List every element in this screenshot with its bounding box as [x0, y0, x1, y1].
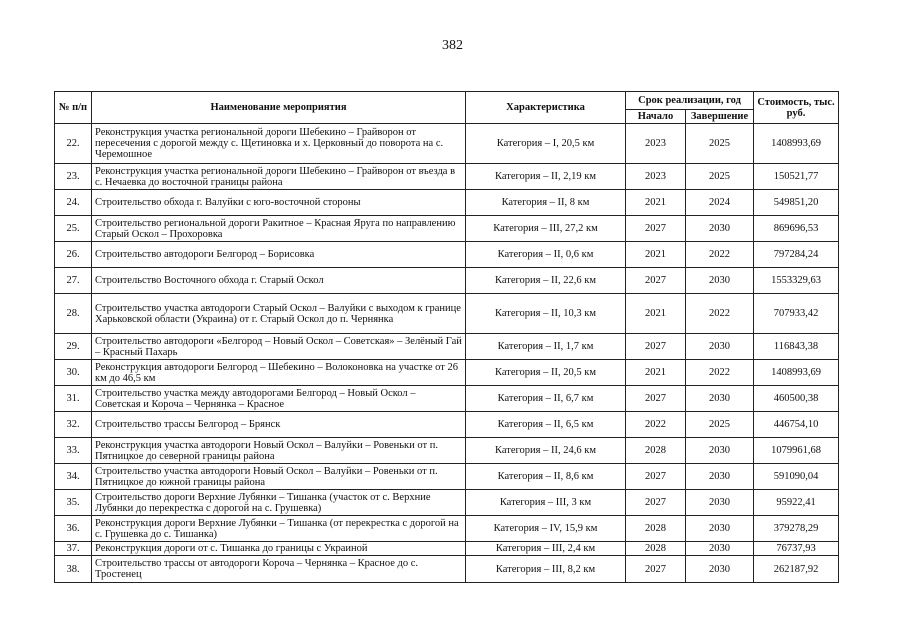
end-year: 2030	[686, 386, 754, 412]
project-name: Строительство дороги Верхние Лубянки – Тишанка (участок от с. Верхние Лубянки до перекрестка с дорогой на с. Грушевка)	[92, 490, 466, 516]
project-cost: 707933,42	[754, 294, 839, 334]
end-year: 2030	[686, 268, 754, 294]
header-cost: Стоимость, тыс. руб.	[754, 92, 839, 124]
row-number: 25.	[55, 216, 92, 242]
project-name: Строительство автодороги «Белгород – Новый Оскол – Советская» – Зелёный Гай – Красный Пахарь	[92, 334, 466, 360]
page-number: 382	[442, 38, 463, 53]
project-characteristic: Категория – II, 2,19 км	[466, 164, 626, 190]
table-row	[55, 556, 839, 583]
row-number: 31.	[55, 386, 92, 412]
project-cost: 591090,04	[754, 464, 839, 490]
table-row	[55, 190, 839, 216]
project-name: Строительство трассы от автодороги Короча – Чернянка – Красное до с. Тростенец	[92, 556, 466, 583]
end-year: 2030	[686, 464, 754, 490]
project-cost: 869696,53	[754, 216, 839, 242]
row-number: 29.	[55, 334, 92, 360]
project-characteristic: Категория – II, 24,6 км	[466, 438, 626, 464]
project-name: Строительство региональной дороги Ракитное – Красная Яруга по направлению Старый Оскол – Прохоровка	[92, 216, 466, 242]
project-name: Строительство участка между автодорогами Белгород – Новый Оскол – Советская и Короча – Чернянка – Красное	[92, 386, 466, 412]
row-number: 33.	[55, 438, 92, 464]
row-number: 35.	[55, 490, 92, 516]
start-year: 2021	[626, 242, 686, 268]
table-row	[55, 464, 839, 490]
header-start: Начало	[626, 110, 686, 124]
project-characteristic: Категория – I, 20,5 км	[466, 124, 626, 164]
project-cost: 262187,92	[754, 556, 839, 583]
start-year: 2023	[626, 164, 686, 190]
end-year: 2022	[686, 242, 754, 268]
project-name: Строительство участка автодороги Старый Оскол – Валуйки с выходом к границе Харьковской области (Украина) от г. Старый Оскол до п. Чернянка	[92, 294, 466, 334]
start-year: 2027	[626, 386, 686, 412]
start-year: 2021	[626, 294, 686, 334]
header-name: Наименование мероприятия	[92, 92, 466, 124]
start-year: 2021	[626, 190, 686, 216]
table-row	[55, 242, 839, 268]
start-year: 2027	[626, 334, 686, 360]
row-number: 32.	[55, 412, 92, 438]
start-year: 2027	[626, 490, 686, 516]
end-year: 2030	[686, 490, 754, 516]
start-year: 2021	[626, 360, 686, 386]
project-name: Строительство Восточного обхода г. Старый Оскол	[92, 268, 466, 294]
project-characteristic: Категория – III, 8,2 км	[466, 556, 626, 583]
project-cost: 1408993,69	[754, 360, 839, 386]
table-row	[55, 542, 839, 556]
project-cost: 1553329,63	[754, 268, 839, 294]
row-number: 24.	[55, 190, 92, 216]
project-cost: 150521,77	[754, 164, 839, 190]
project-characteristic: Категория – II, 0,6 км	[466, 242, 626, 268]
end-year: 2030	[686, 334, 754, 360]
project-name: Строительство трассы Белгород – Брянск	[92, 412, 466, 438]
project-characteristic: Категория – II, 8,6 км	[466, 464, 626, 490]
table-row	[55, 164, 839, 190]
table-row	[55, 124, 839, 164]
table-row	[55, 490, 839, 516]
project-characteristic: Категория – II, 6,5 км	[466, 412, 626, 438]
start-year: 2028	[626, 516, 686, 542]
project-characteristic: Категория – IV, 15,9 км	[466, 516, 626, 542]
project-cost: 379278,29	[754, 516, 839, 542]
header-end: Завершение	[686, 110, 754, 124]
end-year: 2025	[686, 412, 754, 438]
end-year: 2024	[686, 190, 754, 216]
table-row	[55, 438, 839, 464]
project-characteristic: Категория – II, 20,5 км	[466, 360, 626, 386]
project-characteristic: Категория – II, 1,7 км	[466, 334, 626, 360]
start-year: 2028	[626, 542, 686, 556]
table-row	[55, 216, 839, 242]
row-number: 36.	[55, 516, 92, 542]
project-characteristic: Категория – II, 10,3 км	[466, 294, 626, 334]
start-year: 2027	[626, 464, 686, 490]
row-number: 38.	[55, 556, 92, 583]
header-num: № п/п	[55, 92, 92, 124]
project-characteristic: Категория – III, 3 км	[466, 490, 626, 516]
project-name: Строительство обхода г. Валуйки с юго-восточной стороны	[92, 190, 466, 216]
row-number: 27.	[55, 268, 92, 294]
project-name: Реконструкция автодороги Белгород – Шебекино – Волоконовка на участке от 26 км до 46,5 км	[92, 360, 466, 386]
end-year: 2025	[686, 124, 754, 164]
table-row	[55, 334, 839, 360]
road-projects-table	[54, 91, 839, 583]
start-year: 2028	[626, 438, 686, 464]
project-cost: 116843,38	[754, 334, 839, 360]
project-characteristic: Категория – III, 27,2 км	[466, 216, 626, 242]
project-name: Строительство автодороги Белгород – Борисовка	[92, 242, 466, 268]
project-characteristic: Категория – III, 2,4 км	[466, 542, 626, 556]
table-body	[55, 124, 839, 583]
project-name: Реконструкция участка региональной дороги Шебекино – Грайворон от въезда в с. Нечаевка до восточной границы района	[92, 164, 466, 190]
row-number: 28.	[55, 294, 92, 334]
table-row	[55, 516, 839, 542]
project-cost: 797284,24	[754, 242, 839, 268]
end-year: 2030	[686, 216, 754, 242]
table-row	[55, 268, 839, 294]
project-cost: 1408993,69	[754, 124, 839, 164]
project-characteristic: Категория – II, 8 км	[466, 190, 626, 216]
row-number: 37.	[55, 542, 92, 556]
header-period: Срок реализации, год	[626, 92, 754, 110]
start-year: 2023	[626, 124, 686, 164]
project-cost: 1079961,68	[754, 438, 839, 464]
row-number: 34.	[55, 464, 92, 490]
end-year: 2030	[686, 438, 754, 464]
project-characteristic: Категория – II, 6,7 км	[466, 386, 626, 412]
start-year: 2027	[626, 216, 686, 242]
project-cost: 446754,10	[754, 412, 839, 438]
row-number: 26.	[55, 242, 92, 268]
table-row	[55, 412, 839, 438]
end-year: 2030	[686, 542, 754, 556]
project-name: Реконструкция участка региональной дороги Шебекино – Грайворон от пересечения с дорогой между с. Щетиновка и х. Церковный до поворота на с. Черемошное	[92, 124, 466, 164]
start-year: 2022	[626, 412, 686, 438]
end-year: 2022	[686, 294, 754, 334]
project-cost: 95922,41	[754, 490, 839, 516]
row-number: 22.	[55, 124, 92, 164]
project-name: Строительство участка автодороги Новый Оскол – Валуйки – Ровеньки от п. Пятницкое до южной границы района	[92, 464, 466, 490]
project-cost: 549851,20	[754, 190, 839, 216]
row-number: 23.	[55, 164, 92, 190]
start-year: 2027	[626, 268, 686, 294]
table-row	[55, 386, 839, 412]
project-cost: 460500,38	[754, 386, 839, 412]
end-year: 2030	[686, 516, 754, 542]
project-name: Реконструкция дороги Верхние Лубянки – Тишанка (от перекрестка с дорогой на с. Грушевка до с. Тишанка)	[92, 516, 466, 542]
table-row	[55, 360, 839, 386]
project-name: Реконструкция дороги от с. Тишанка до границы с Украиной	[92, 542, 466, 556]
end-year: 2030	[686, 556, 754, 583]
start-year: 2027	[626, 556, 686, 583]
project-cost: 76737,93	[754, 542, 839, 556]
row-number: 30.	[55, 360, 92, 386]
project-characteristic: Категория – II, 22,6 км	[466, 268, 626, 294]
end-year: 2022	[686, 360, 754, 386]
table-row	[55, 294, 839, 334]
end-year: 2025	[686, 164, 754, 190]
header-characteristic: Характеристика	[466, 92, 626, 124]
project-name: Реконструкция участка автодороги Новый Оскол – Валуйки – Ровеньки от п. Пятницкое до северной границы района	[92, 438, 466, 464]
